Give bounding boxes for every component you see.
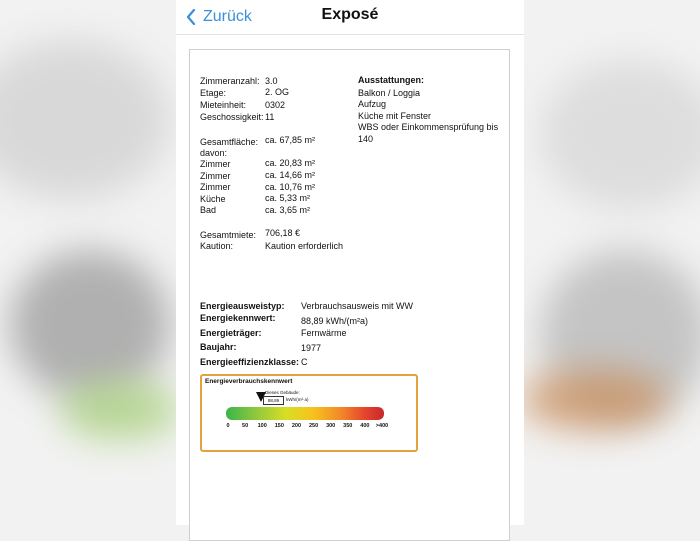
detail-label: Gesamtmiete: [200, 230, 257, 240]
energy-value: C [301, 357, 308, 367]
expose-document [189, 49, 510, 541]
detail-label: davon: [200, 148, 228, 158]
marker-unit: kWh/(m²·a) [286, 397, 309, 402]
detail-label: Zimmer [200, 159, 231, 169]
energy-label: Baujahr: [200, 342, 237, 352]
energy-value: 1977 [301, 343, 322, 353]
energy-label: Energieträger: [200, 328, 262, 338]
detail-value: ca. 3,65 m² [265, 205, 311, 215]
energy-scale-tick: 0 [226, 423, 230, 429]
features-heading: Ausstattungen: [358, 75, 424, 85]
detail-value: ca. 10,76 m² [265, 182, 316, 192]
navigation-bar [176, 0, 524, 35]
energy-value: Fernwärme [301, 328, 347, 338]
detail-value: 11 [265, 112, 275, 122]
page-title: Exposé [321, 6, 379, 23]
expose-screen [176, 0, 524, 525]
energy-value: 88,89 kWh/(m²a) [301, 316, 369, 326]
energy-value: Verbrauchsausweis mit WW [301, 301, 414, 311]
back-label: Zurück [203, 8, 252, 25]
energy-scale-title: Energieverbrauchskennwert [205, 378, 293, 385]
detail-value: 3.0 [265, 76, 278, 86]
energy-scale-tick: >400 [375, 423, 389, 429]
detail-label: Gesamtfläche: [200, 137, 259, 147]
feature-item: Küche mit Fenster [358, 110, 432, 121]
feature-item: Balkon / Loggia [358, 87, 421, 98]
detail-value: 0302 [265, 100, 286, 110]
detail-value: 2. OG [265, 87, 290, 97]
detail-label: Zimmer [200, 182, 231, 192]
detail-label: Geschossigkeit: [200, 112, 264, 122]
energy-scale-tick: 100 [257, 423, 267, 429]
energy-marker-label [263, 390, 315, 404]
marker-value: 88,89 [263, 396, 284, 405]
detail-value: 706,18 € [265, 228, 301, 238]
detail-label: Kaution: [200, 241, 234, 251]
energy-scale-tick: 400 [360, 423, 370, 429]
detail-value: ca. 20,83 m² [265, 158, 316, 168]
detail-label: Zimmer [200, 171, 231, 181]
energy-scale-tick: 200 [291, 423, 302, 429]
energy-scale-tick: 300 [326, 423, 336, 429]
energy-label: Energiekennwert: [200, 313, 276, 323]
energy-color-bar [226, 407, 384, 420]
detail-label: Zimmeranzahl: [200, 76, 260, 86]
energy-scale [200, 374, 418, 452]
energy-scale-tick: 350 [343, 423, 353, 429]
detail-value: ca. 5,33 m² [265, 193, 311, 203]
detail-label: Mieteinheit: [200, 100, 247, 110]
energy-scale-tick: 250 [308, 423, 319, 429]
energy-scale-tick: 150 [274, 423, 284, 429]
detail-label: Bad [200, 205, 217, 215]
detail-label: Etage: [200, 88, 227, 98]
marker-caption: Dieses Gebäude: [265, 390, 300, 395]
energy-label: Energieausweistyp: [200, 301, 285, 311]
detail-value: ca. 14,66 m² [265, 170, 316, 180]
detail-label: Küche [200, 194, 226, 204]
feature-item: WBS oder Einkommensprüfung bis 140 [358, 122, 499, 144]
features-list [358, 75, 504, 145]
energy-label: Energieeffizienzklasse: [200, 357, 300, 367]
detail-value: Kaution erforderlich [265, 241, 344, 251]
detail-value: ca. 67,85 m² [265, 135, 316, 145]
feature-item: Aufzug [358, 99, 387, 109]
energy-scale-tick: 50 [242, 423, 249, 429]
